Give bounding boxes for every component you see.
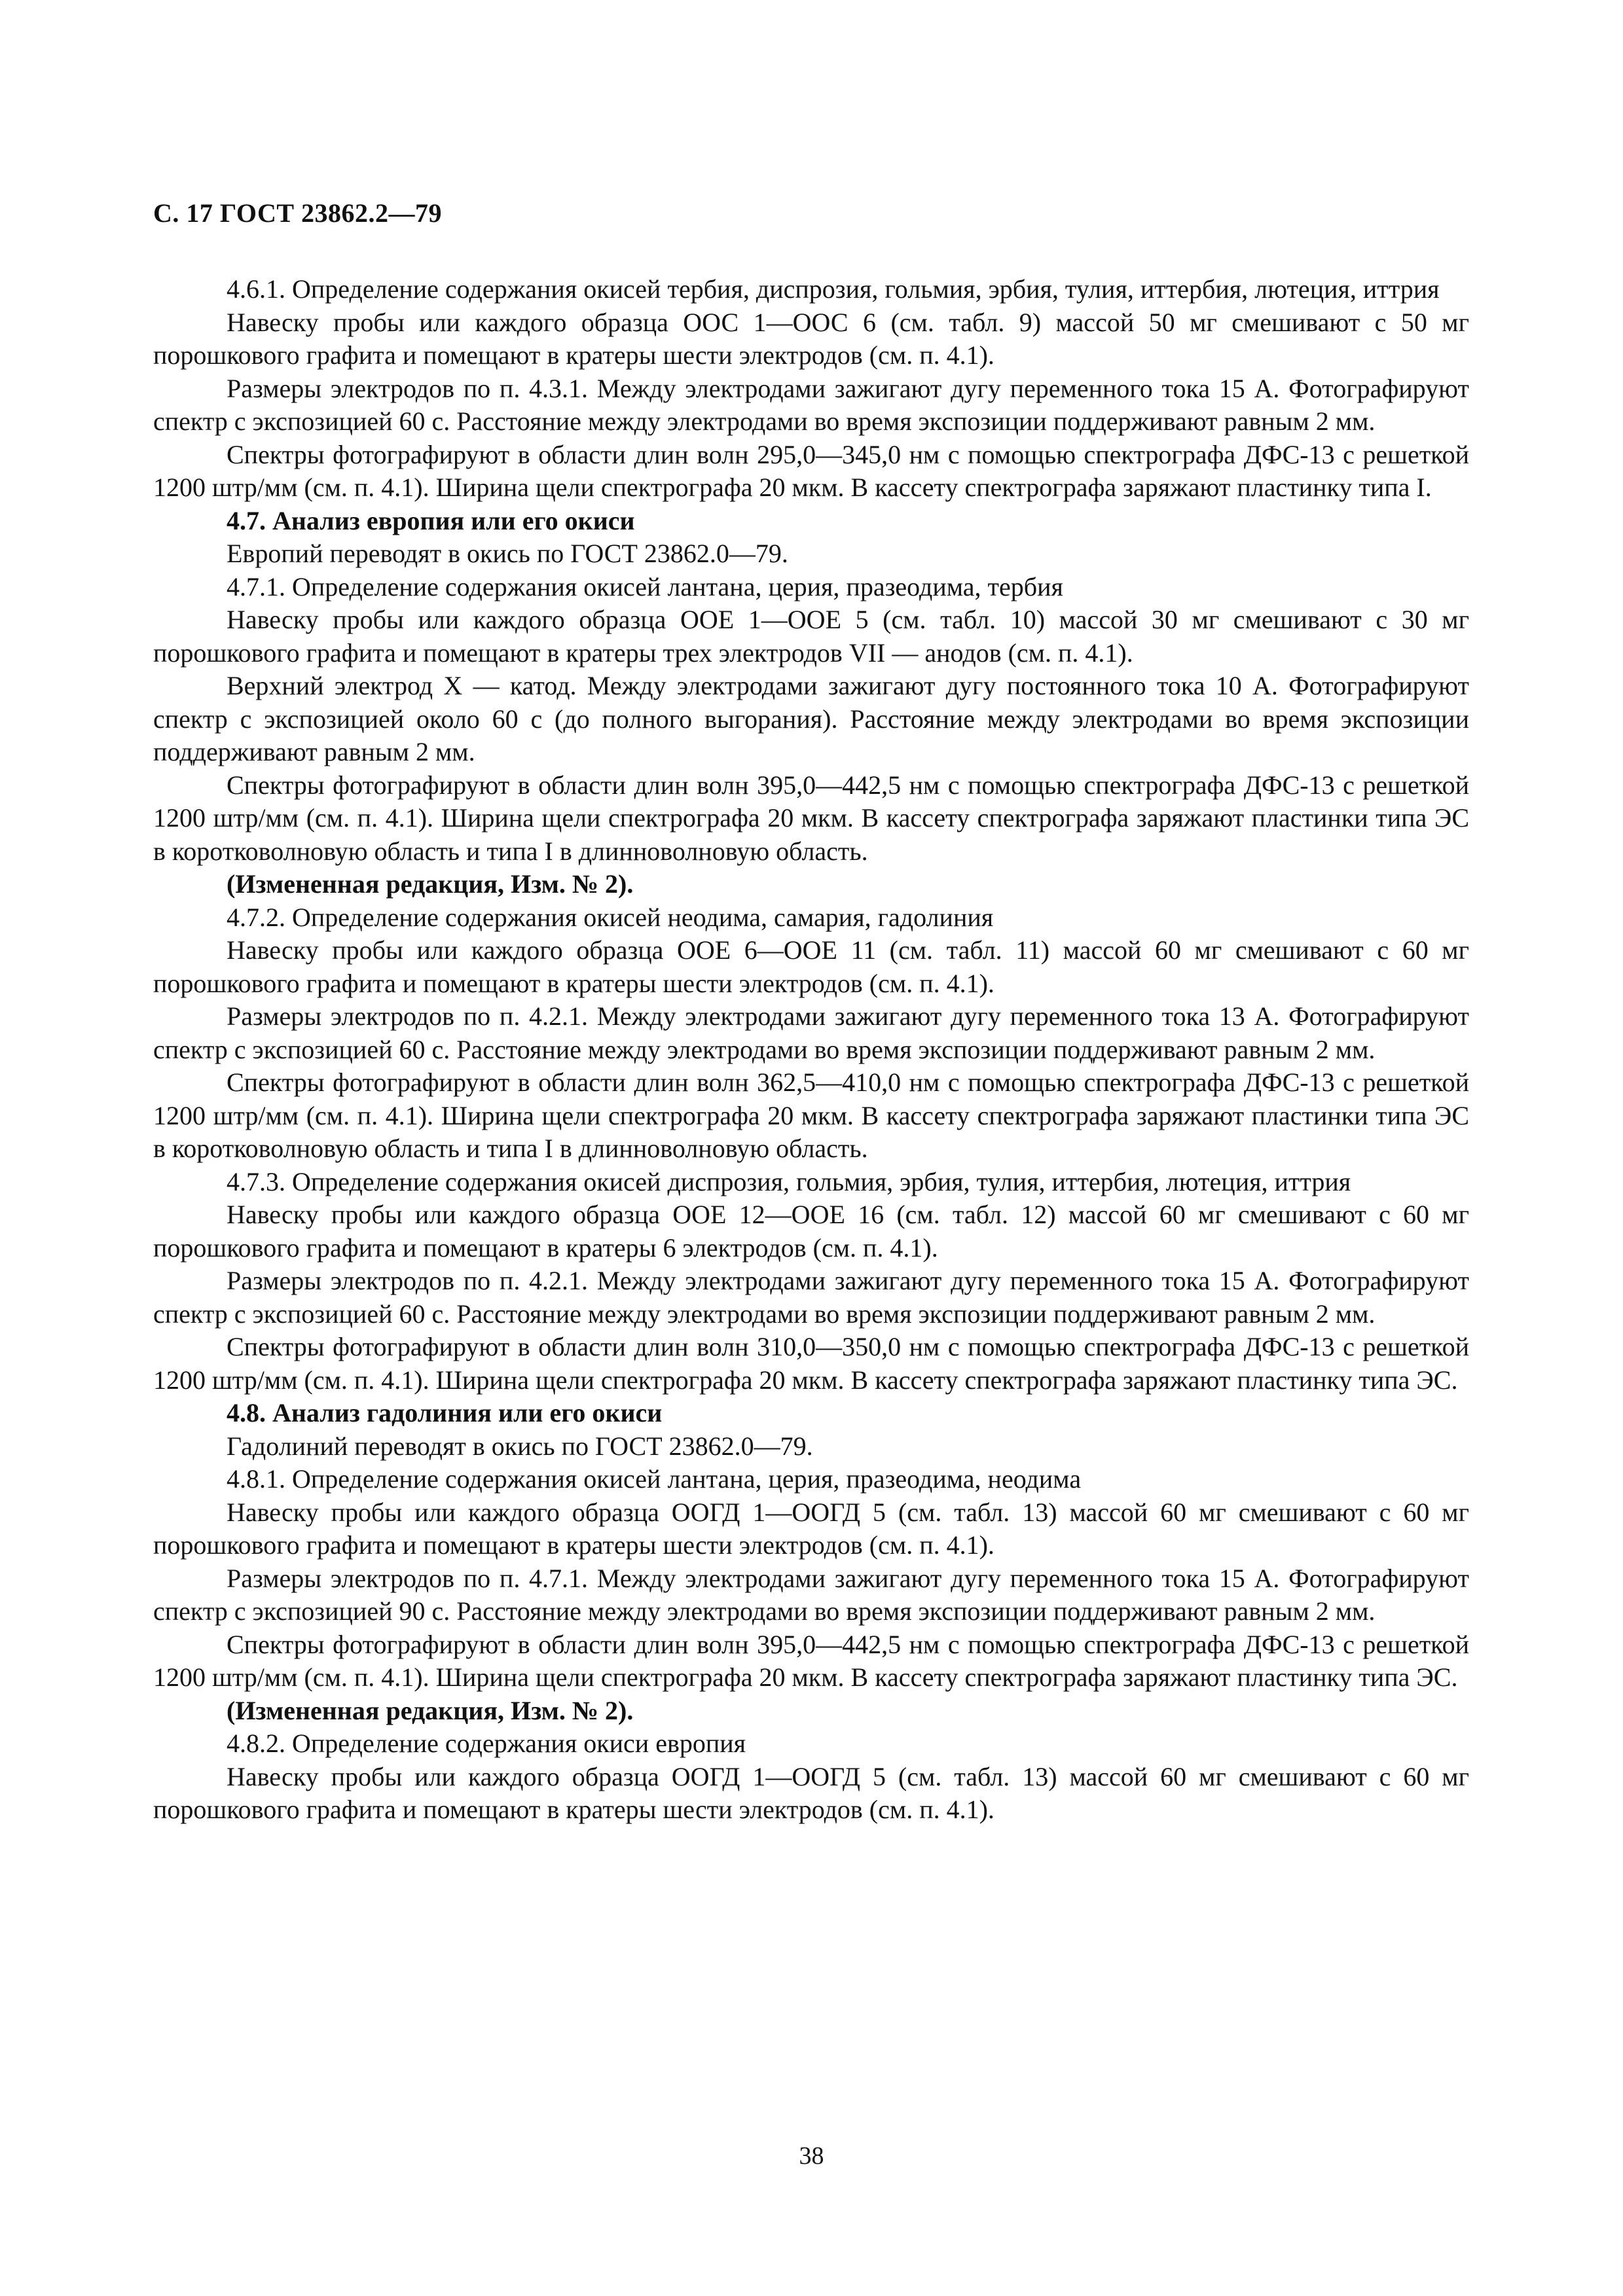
- paragraph: Размеры электродов по п. 4.2.1. Между электродами зажигают дугу переменного тока 13 А. Фотографируют спектр с экспозицией 60 с. Расстояние между электродами во время экспозиции поддерживают равным 2 мм.: [153, 1001, 1469, 1064]
- paragraph: Спектры фотографируют в области длин волн 310,0—350,0 нм с помощью спектрографа ДФС-13 с решеткой 1200 штр/мм (см. п. 4.1). Ширина щели спектрографа 20 мкм. В кассету спектрографа заряжают пластинку типа ЭС.: [153, 1332, 1469, 1395]
- paragraph: Спектры фотографируют в области длин волн 395,0—442,5 нм с помощью спектрографа ДФС-13 с решеткой 1200 штр/мм (см. п. 4.1). Ширина щели спектрографа 20 мкм. В кассету спектрографа заряжают пластинки типа ЭС в коротковолновую область и типа I в длинноволновую область.: [153, 770, 1469, 866]
- paragraph: 4.8.1. Определение содержания окисей лантана, церия, празеодима, неодима: [227, 1464, 1082, 1494]
- paragraph: 4.7.3. Определение содержания окисей диспрозия, гольмия, эрбия, тулия, иттербия, лютеция, иттрия: [227, 1166, 1351, 1196]
- paragraph: Навеску пробы или каждого образца ООЕ 6—ООЕ 11 (см. табл. 11) массой 60 мг смешивают с 60 мг порошкового графита и помещают в кратеры шести электродов (см. п. 4.1).: [153, 935, 1469, 998]
- paragraph: Спектры фотографируют в области длин волн 295,0—345,0 нм с помощью спектрографа ДФС-13 с решеткой 1200 штр/мм (см. п. 4.1). Ширина щели спектрографа 20 мкм. В кассету спектрографа заряжают пластинку типа I.: [153, 439, 1469, 502]
- paragraph: Спектры фотографируют в области длин волн 395,0—442,5 нм с помощью спектрографа ДФС-13 с решеткой 1200 штр/мм (см. п. 4.1). Ширина щели спектрографа 20 мкм. В кассету спектрографа заряжают пластинку типа ЭС.: [153, 1629, 1469, 1692]
- paragraph: Европий переводят в окись по ГОСТ 23862.0—79.: [227, 539, 788, 568]
- paragraph: Навеску пробы или каждого образца ООГД 1—ООГД 5 (см. табл. 13) массой 60 мг смешивают с 60 мг порошкового графита и помещают в кратеры шести электродов (см. п. 4.1).: [153, 1761, 1469, 1824]
- paragraph: 4.8.2. Определение содержания окиси европия: [227, 1729, 746, 1758]
- paragraph: Навеску пробы или каждого образца ООЕ 1—ООЕ 5 (см. табл. 10) массой 30 мг смешивают с 30 мг порошкового графита и помещают в кратеры трех электродов VII — анодов (см. п. 4.1).: [153, 605, 1469, 668]
- paragraph: Верхний электрод Х — катод. Между электродами зажигают дугу постоянного тока 10 А. Фотографируют спектр с экспозицией около 60 с (до полного выгорания). Расстояние между электродами во время экспозиции поддерживают равным 2 мм.: [153, 671, 1469, 766]
- page-header: С. 17 ГОСТ 23862.2—79: [153, 198, 443, 228]
- paragraph: 4.6.1. Определение содержания окисей тербия, диспрозия, гольмия, эрбия, тулия, иттербия, лютеция, иттрия: [227, 274, 1440, 304]
- amendment-note: (Измененная редакция, Изм. № 2).: [227, 869, 634, 899]
- paragraph: Гадолиний переводят в окись по ГОСТ 23862.0—79.: [227, 1431, 813, 1461]
- section-heading: 4.8. Анализ гадолиния или его окиси: [227, 1398, 663, 1427]
- amendment-note: (Измененная редакция, Изм. № 2).: [227, 1695, 634, 1725]
- paragraph: Размеры электродов по п. 4.7.1. Между электродами зажигают дугу переменного тока 15 А. Фотографируют спектр с экспозицией 90 с. Расстояние между электродами во время экспозиции поддерживают равным 2 мм.: [153, 1563, 1469, 1626]
- paragraph: Спектры фотографируют в области длин волн 362,5—410,0 нм с помощью спектрографа ДФС-13 с решеткой 1200 штр/мм (см. п. 4.1). Ширина щели спектрографа 20 мкм. В кассету спектрографа заряжают пластинки типа ЭС в коротковолновую область и типа I в длинноволновую область.: [153, 1067, 1469, 1163]
- section-heading: 4.7. Анализ европия или его окиси: [227, 505, 635, 535]
- paragraph: Навеску пробы или каждого образца ООС 1—ООС 6 (см. табл. 9) массой 50 мг смешивают с 50 мг порошкового графита и помещают в кратеры шести электродов (см. п. 4.1).: [153, 307, 1469, 370]
- paragraph: Размеры электродов по п. 4.3.1. Между электродами зажигают дугу переменного тока 15 А. Фотографируют спектр с экспозицией 60 с. Расстояние между электродами во время экспозиции поддерживают равным 2 мм.: [153, 373, 1469, 436]
- paragraph: 4.7.2. Определение содержания окисей неодима, самария, гадолиния: [227, 902, 994, 932]
- paragraph: 4.7.1. Определение содержания окисей лантана, церия, празеодима, тербия: [227, 571, 1063, 601]
- paragraph: Навеску пробы или каждого образца ООГД 1—ООГД 5 (см. табл. 13) массой 60 мг смешивают с 60 мг порошкового графита и помещают в кратеры шести электродов (см. п. 4.1).: [153, 1497, 1469, 1560]
- paragraph: Размеры электродов по п. 4.2.1. Между электродами зажигают дугу переменного тока 15 А. Фотографируют спектр с экспозицией 60 с. Расстояние между электродами во время экспозиции поддерживают равным 2 мм.: [153, 1266, 1469, 1329]
- document-body: [153, 273, 1469, 1827]
- page-number: 38: [799, 2142, 824, 2170]
- paragraph: Навеску пробы или каждого образца ООЕ 12—ООЕ 16 (см. табл. 12) массой 60 мг смешивают с 60 мг порошкового графита и помещают в кратеры 6 электродов (см. п. 4.1).: [153, 1200, 1469, 1263]
